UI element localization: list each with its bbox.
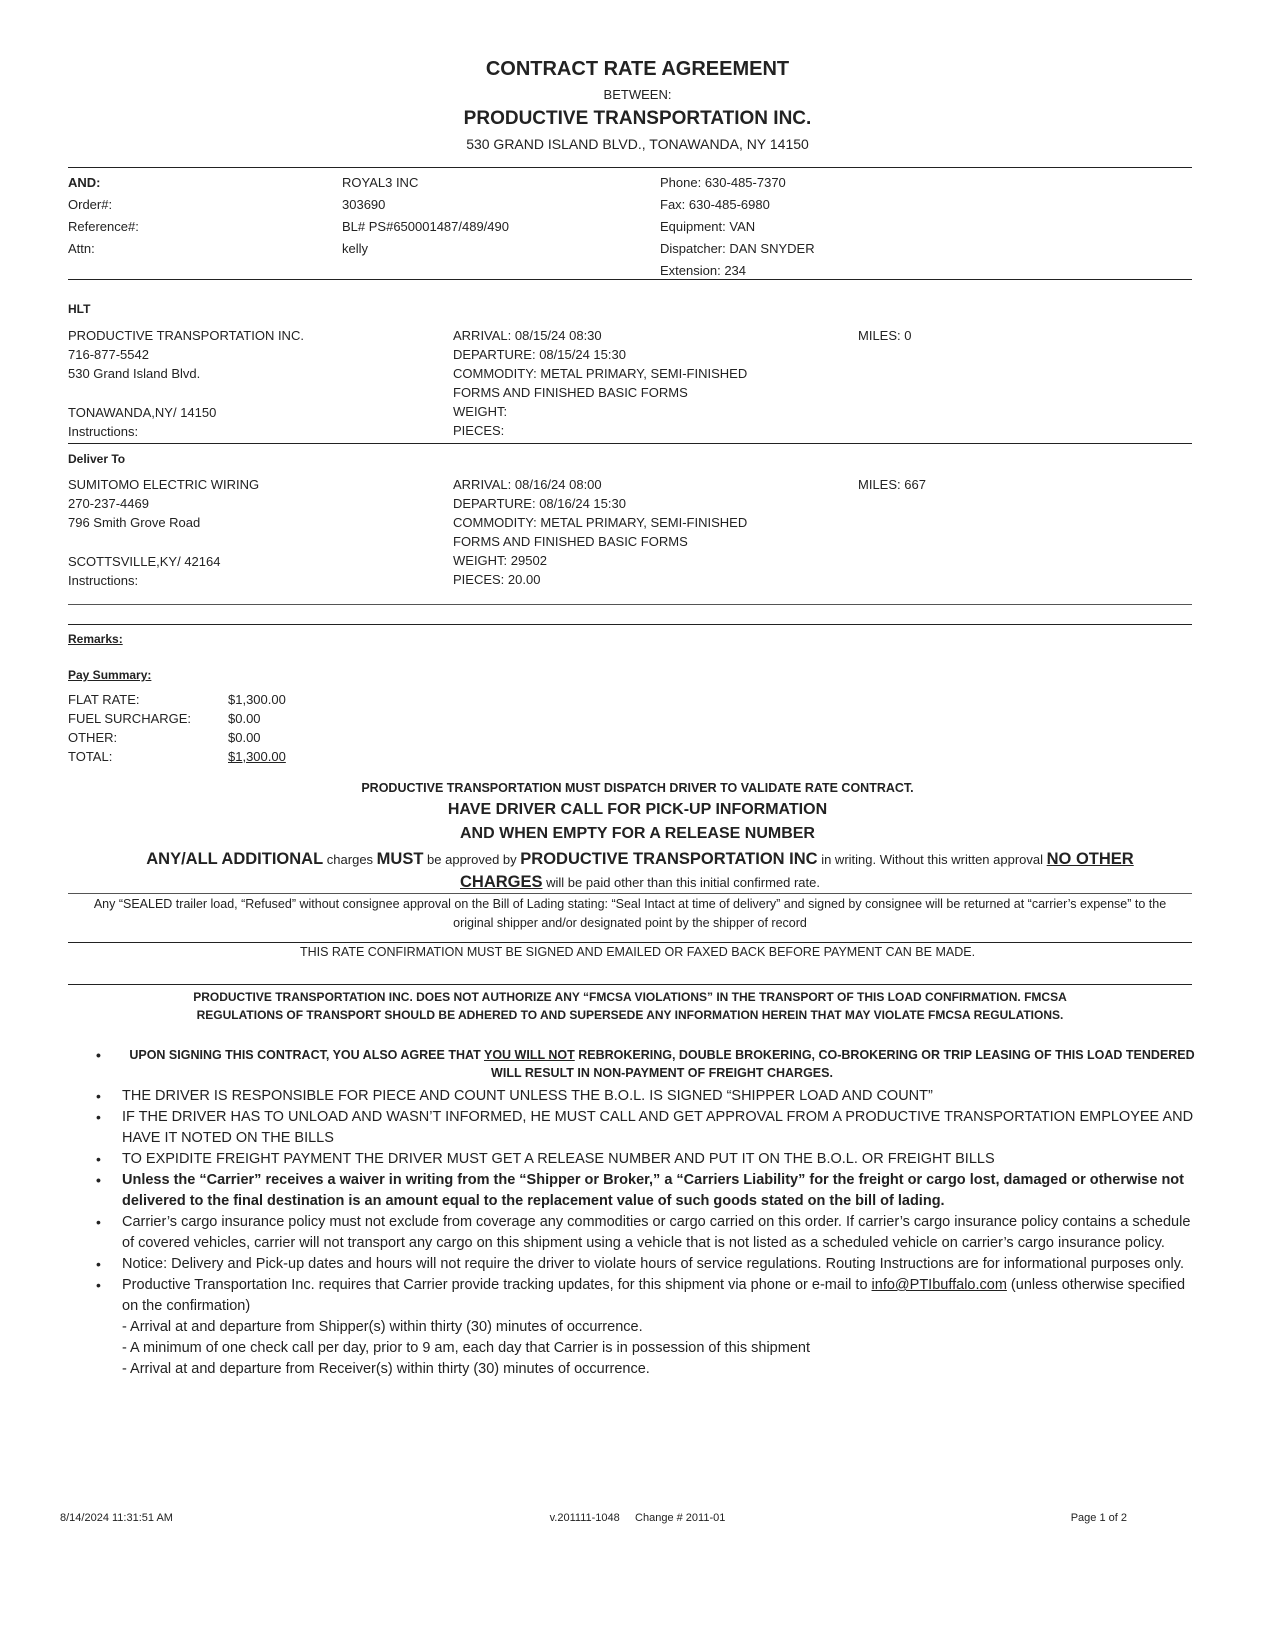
table-row [68, 728, 286, 747]
table-row [68, 690, 286, 709]
delivery-commodity: COMMODITY: METAL PRIMARY, SEMI-FINISHED [453, 515, 748, 530]
list-item: • IF THE DRIVER HAS TO UNLOAD AND WASN’T INFORMED, HE MUST CALL AND GET APPROVAL FROM A PRODUCTIVE TRANSPORTATION EMPLOYEE AND HAVE IT NOTED ON THE BILLS [96, 1109, 1194, 1146]
fmcsa-notice: PRODUCTIVE TRANSPORTATION INC. DOES NOT AUTHORIZE ANY “FMCSA VIOLATIONS” IN THE TRANSPORT OF THIS LOAD CONFIRMATION. FMCSA REGULATIONS OF TRANSPORT SHOULD BE ADHERED TO AND SUPERSEDE ANY INFORMATION HEREIN THAT MAY VIOLATE FMCSA REGULATIONS. [193, 990, 1067, 1022]
carrier-values [342, 172, 509, 260]
call-notice: HAVE DRIVER CALL FOR PICK-UP INFORMATION [447, 801, 828, 818]
carrier-name: ROYAL3 INC [342, 175, 419, 190]
delivery-address [68, 475, 259, 590]
list-item: - A minimum of one check call per day, prior to 9 am, each day that Carrier is in possession of this shipment [122, 1340, 810, 1356]
bullet-icon: • [96, 1277, 101, 1293]
table-row [68, 747, 286, 766]
divider [68, 167, 1192, 168]
divider [68, 893, 1192, 894]
pickup-name: PRODUCTIVE TRANSPORTATION INC. [68, 328, 304, 343]
list-item: • Notice: Delivery and Pick-up dates and hours will not require the driver to violate hours of service regulations. Routing Instructions are for informational purposes only. [88, 1254, 1198, 1275]
divider [68, 624, 1192, 625]
order-label: Order#: [68, 197, 113, 212]
fuel-surcharge-label: FUEL SURCHARGE: [68, 711, 192, 726]
attn-label: Attn: [68, 241, 95, 256]
and-label: AND: [68, 175, 101, 190]
equipment: Equipment: VAN [660, 219, 756, 234]
delivery-details [453, 475, 747, 589]
pickup-weight: WEIGHT: [453, 404, 508, 419]
reference-number: BL# PS#650001487/489/490 [342, 219, 509, 234]
pickup-commodity: COMMODITY: METAL PRIMARY, SEMI-FINISHED [453, 366, 748, 381]
divider [68, 279, 1192, 280]
list-item: • UPON SIGNING THIS CONTRACT, YOU ALSO AGREE THAT YOU WILL NOT REBROKERING, DOUBLE BROKERING, CO-BROKERING OR TRIP LEASING OF THIS LOAD TENDERED WILL RESULT IN NON-PAYMENT OF FREIGHT CHARGES. [96, 1047, 1195, 1080]
divider [68, 942, 1192, 943]
footer-page-number: Page 1 of 2 [1070, 1512, 1127, 1524]
carrier-labels [68, 172, 139, 260]
pickup-street: 530 Grand Island Blvd. [68, 366, 201, 381]
company-address: 530 GRAND ISLAND BLVD., TONAWANDA, NY 14150 [466, 136, 809, 152]
pickup-instructions: Instructions: [68, 424, 139, 439]
list-item: - Arrival at and departure from Receiver(s) within thirty (30) minutes of occurrence. [122, 1361, 650, 1377]
remarks-label: Remarks: [68, 632, 123, 646]
delivery-phone: 270-237-4469 [68, 496, 149, 511]
pickup-pieces: PIECES: [453, 423, 505, 438]
company-name: PRODUCTIVE TRANSPORTATION INC. [463, 108, 812, 129]
pickup-phone: 716-877-5542 [68, 347, 149, 362]
document-title: CONTRACT RATE AGREEMENT [485, 58, 790, 80]
footer-version: v.201111-1048 Change # 2011-01 [549, 1512, 726, 1524]
delivery-pieces: PIECES: 20.00 [453, 572, 541, 587]
attn-name: kelly [342, 241, 369, 256]
tracking-email-link[interactable]: info@PTIbuffalo.com [871, 1277, 1007, 1293]
carrier-contact [660, 172, 815, 282]
list-item: • TO EXPIDITE FREIGHT PAYMENT THE DRIVER MUST GET A RELEASE NUMBER AND PUT IT ON THE B.O.L. OR FREIGHT BILLS [88, 1149, 1198, 1170]
table-row [68, 709, 286, 728]
total-label: TOTAL: [68, 749, 113, 764]
between-label: BETWEEN: [603, 87, 672, 102]
pay-summary-table [68, 690, 286, 766]
pickup-miles: MILES: 0 [858, 328, 912, 343]
bullet-icon: • [96, 1214, 101, 1230]
extension: Extension: 234 [660, 263, 747, 278]
list-item: - Arrival at and departure from Shipper(s) within thirty (30) minutes of occurrence. [122, 1319, 643, 1335]
pickup-arrival: ARRIVAL: 08/15/24 08:30 [453, 328, 602, 343]
additional-charges-notice: ANY/ALL ADDITIONAL charges MUST be approved by PRODUCTIVE TRANSPORTATION INC in writing. Without this written approval NO OTHER CHARGES will be paid other than this initial confirmed rate. [146, 850, 1134, 891]
delivery-weight: WEIGHT: 29502 [453, 553, 547, 568]
fax-number: Fax: 630-485-6980 [660, 197, 770, 212]
flat-rate-value: $1,300.00 [228, 692, 286, 707]
bullet-icon: • [96, 1047, 101, 1063]
signature-notice: THIS RATE CONFIRMATION MUST BE SIGNED AND EMAILED OR FAXED BACK BEFORE PAYMENT CAN BE MADE. [299, 945, 976, 959]
delivery-street: 796 Smith Grove Road [68, 515, 201, 530]
pickup-city: TONAWANDA,NY/ 14150 [68, 405, 217, 420]
dispatcher: Dispatcher: DAN SNYDER [660, 241, 815, 256]
dispatch-notice: PRODUCTIVE TRANSPORTATION MUST DISPATCH DRIVER TO VALIDATE RATE CONTRACT. [361, 781, 914, 795]
bullet-icon: • [96, 1088, 101, 1104]
pickup-address [68, 326, 304, 441]
list-item: • Unless the “Carrier” receives a waiver in writing from the “Shipper or Broker,” a “Carriers Liability” for the freight or cargo lost, damaged or otherwise not delivered to the final destination is an amount equal to the replacement value of such goods stated on the bill of lading. [96, 1172, 1184, 1209]
pickup-heading: HLT [68, 302, 91, 316]
pay-summary-heading: Pay Summary: [68, 668, 152, 682]
delivery-name: SUMITOMO ELECTRIC WIRING [68, 477, 260, 492]
bullet-icon: • [96, 1109, 101, 1125]
fuel-surcharge-value: $0.00 [228, 711, 261, 726]
pickup-details [453, 326, 747, 440]
order-number: 303690 [342, 197, 386, 212]
delivery-heading: Deliver To [68, 452, 126, 466]
delivery-city: SCOTTSVILLE,KY/ 42164 [68, 554, 221, 569]
delivery-arrival: ARRIVAL: 08/16/24 08:00 [453, 477, 602, 492]
delivery-departure: DEPARTURE: 08/16/24 15:30 [453, 496, 626, 511]
terms-list [88, 1046, 1198, 1380]
bullet-icon: • [96, 1151, 101, 1167]
list-item: • Productive Transportation Inc. requires that Carrier provide tracking updates, for this shipment via phone or e-mail to info@PTIbuffalo.com (unless otherwise specified on the confirmation) [96, 1277, 1186, 1314]
footer-timestamp: 8/14/2024 11:31:51 AM [60, 1512, 173, 1524]
bullet-icon: • [96, 1256, 101, 1272]
divider [68, 443, 1192, 444]
bullet-icon: • [96, 1172, 101, 1188]
release-notice: AND WHEN EMPTY FOR A RELEASE NUMBER [460, 825, 815, 842]
pickup-commodity-cont: FORMS AND FINISHED BASIC FORMS [453, 385, 688, 400]
delivery-commodity-cont: FORMS AND FINISHED BASIC FORMS [453, 534, 688, 549]
divider [68, 604, 1192, 605]
list-item: • Carrier’s cargo insurance policy must not exclude from coverage any commodities or cargo carried on this order. If carrier’s cargo insurance policy contains a schedule of covered vehicles, carrier will not transport any cargo on this shipment using a vehicle that is not listed as a scheduled vehicle on carrier’s cargo insurance policy. [96, 1214, 1191, 1251]
total-value: $1,300.00 [228, 749, 286, 764]
delivery-instructions: Instructions: [68, 573, 139, 588]
pickup-departure: DEPARTURE: 08/15/24 15:30 [453, 347, 626, 362]
sealed-trailer-notice: Any “SEALED trailer load, “Refused” without consignee approval on the Bill of Lading stating: “Seal Intact at time of delivery” and signed by consignee will be returned at “carrier’s expense” to the original shipper and/or designated point by the shipper of record [93, 897, 1167, 930]
list-item: • THE DRIVER IS RESPONSIBLE FOR PIECE AND COUNT UNLESS THE B.O.L. IS SIGNED “SHIPPER LOAD AND COUNT” [88, 1086, 1198, 1107]
other-value: $0.00 [228, 730, 261, 745]
reference-label: Reference#: [68, 219, 139, 234]
flat-rate-label: FLAT RATE: [68, 692, 140, 707]
divider [68, 984, 1192, 985]
other-label: OTHER: [68, 730, 118, 745]
phone-number: Phone: 630-485-7370 [660, 175, 786, 190]
delivery-miles: MILES: 667 [858, 477, 926, 492]
